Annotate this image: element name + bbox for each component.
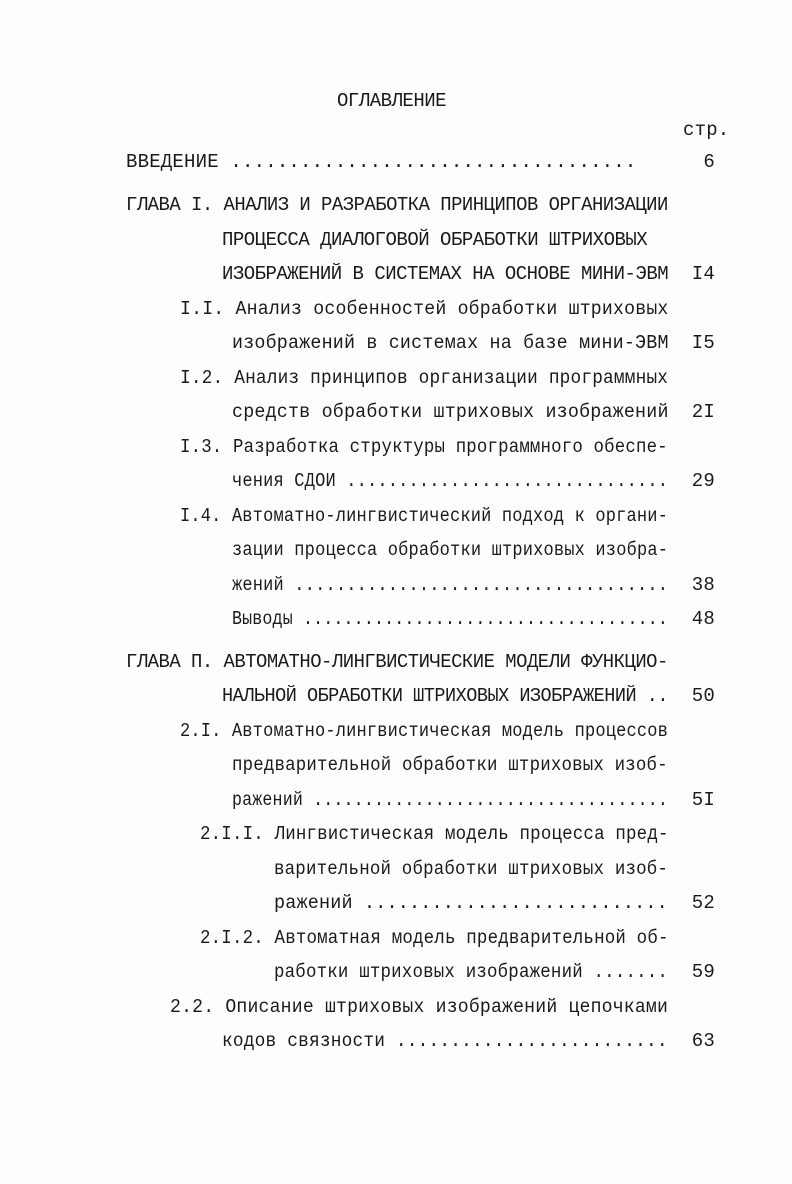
- toc-entry-section-cont: ражений ...................................: [232, 789, 669, 811]
- toc-entry-section-cont: жений ....................................: [232, 574, 669, 596]
- toc-entry-chapter-2-cont: НАЛЬНОЙ ОБРАБОТКИ ШТРИХОВЫХ ИЗОБРАЖЕНИЙ ..: [222, 685, 668, 707]
- toc-page-number: 50: [691, 685, 715, 707]
- toc-entry-section: I.3. Разработка структуры программного обеспе-: [180, 436, 668, 458]
- toc-entry-chapter-2: ГЛАВА П. АВТОМАТНО-ЛИНГВИСТИЧЕСКИЕ МОДЕЛИ ФУНКЦИО-: [126, 651, 668, 673]
- toc-entry-introduction: ВВЕДЕНИЕ ...................................: [126, 151, 637, 173]
- toc-entry-chapter-1: ГЛАВА I. АНАЛИЗ И РАЗРАБОТКА ПРИНЦИПОВ ОРГАНИЗАЦИИ: [126, 194, 668, 216]
- toc-entry-section: 2.2. Описание штриховых изображений цепочками: [170, 996, 669, 1018]
- page-column-label: стр.: [683, 119, 730, 141]
- toc-entry-subsection: 2.I.2. Автоматная модель предварительной об-: [200, 927, 669, 949]
- toc-page-number: 48: [691, 608, 715, 630]
- toc-entry-section-cont: кодов связности .........................: [222, 1030, 668, 1052]
- toc-entry-section: I.4. Автоматно-лингвистический подход к органи-: [180, 505, 669, 527]
- toc-page-number: 2I: [691, 401, 715, 423]
- toc-entry-section-cont: предварительной обработки штриховых изоб-: [232, 754, 668, 776]
- toc-entry-section: 2.I. Автоматно-лингвистическая модель процессов: [180, 720, 669, 742]
- toc-entry-section-cont: зации процесса обработки штриховых изобра-: [232, 539, 669, 561]
- toc-entry-subsection-cont: ражений ...........................: [274, 892, 668, 914]
- toc-page-number: 52: [691, 892, 715, 914]
- toc-entry-subsection-cont: работки штриховых изображений .......: [274, 961, 669, 983]
- toc-entry-subsection-cont: варительной обработки штриховых изоб-: [274, 858, 669, 880]
- toc-page-number: 5I: [691, 789, 715, 811]
- toc-page-number: 38: [691, 574, 715, 596]
- toc-title: ОГЛАВЛЕНИЕ: [337, 90, 447, 112]
- toc-entry-section: I.2. Анализ принципов организации программных: [180, 367, 669, 389]
- toc-page-number: I5: [691, 332, 715, 354]
- toc-page-number: I4: [691, 263, 715, 285]
- toc-entry-section-cont: средств обработки штриховых изображений: [232, 401, 669, 423]
- toc-entry-section-cont: чения СДОИ ...............................: [232, 470, 669, 492]
- toc-entry-section: I.I. Анализ особенностей обработки штриховых: [180, 298, 669, 320]
- toc-page-number: 29: [691, 470, 715, 492]
- toc-entry-chapter-1-cont: ИЗОБРАЖЕНИЙ В СИСТЕМАХ НА ОСНОВЕ МИНИ-ЭВМ: [222, 263, 669, 285]
- toc-entry-chapter-1-cont: ПРОЦЕССА ДИАЛОГОВОЙ ОБРАБОТКИ ШТРИХОВЫХ: [222, 229, 648, 251]
- toc-entry-conclusions: Выводы ....................................: [232, 608, 669, 630]
- toc-page-number: 63: [691, 1030, 715, 1052]
- toc-page-number: 6: [703, 151, 715, 173]
- toc-entry-section-cont: изображений в системах на базе мини-ЭВМ: [232, 332, 669, 354]
- toc-page-number: 59: [691, 961, 715, 983]
- toc-entry-subsection: 2.I.I. Лингвистическая модель процесса пред-: [200, 823, 669, 845]
